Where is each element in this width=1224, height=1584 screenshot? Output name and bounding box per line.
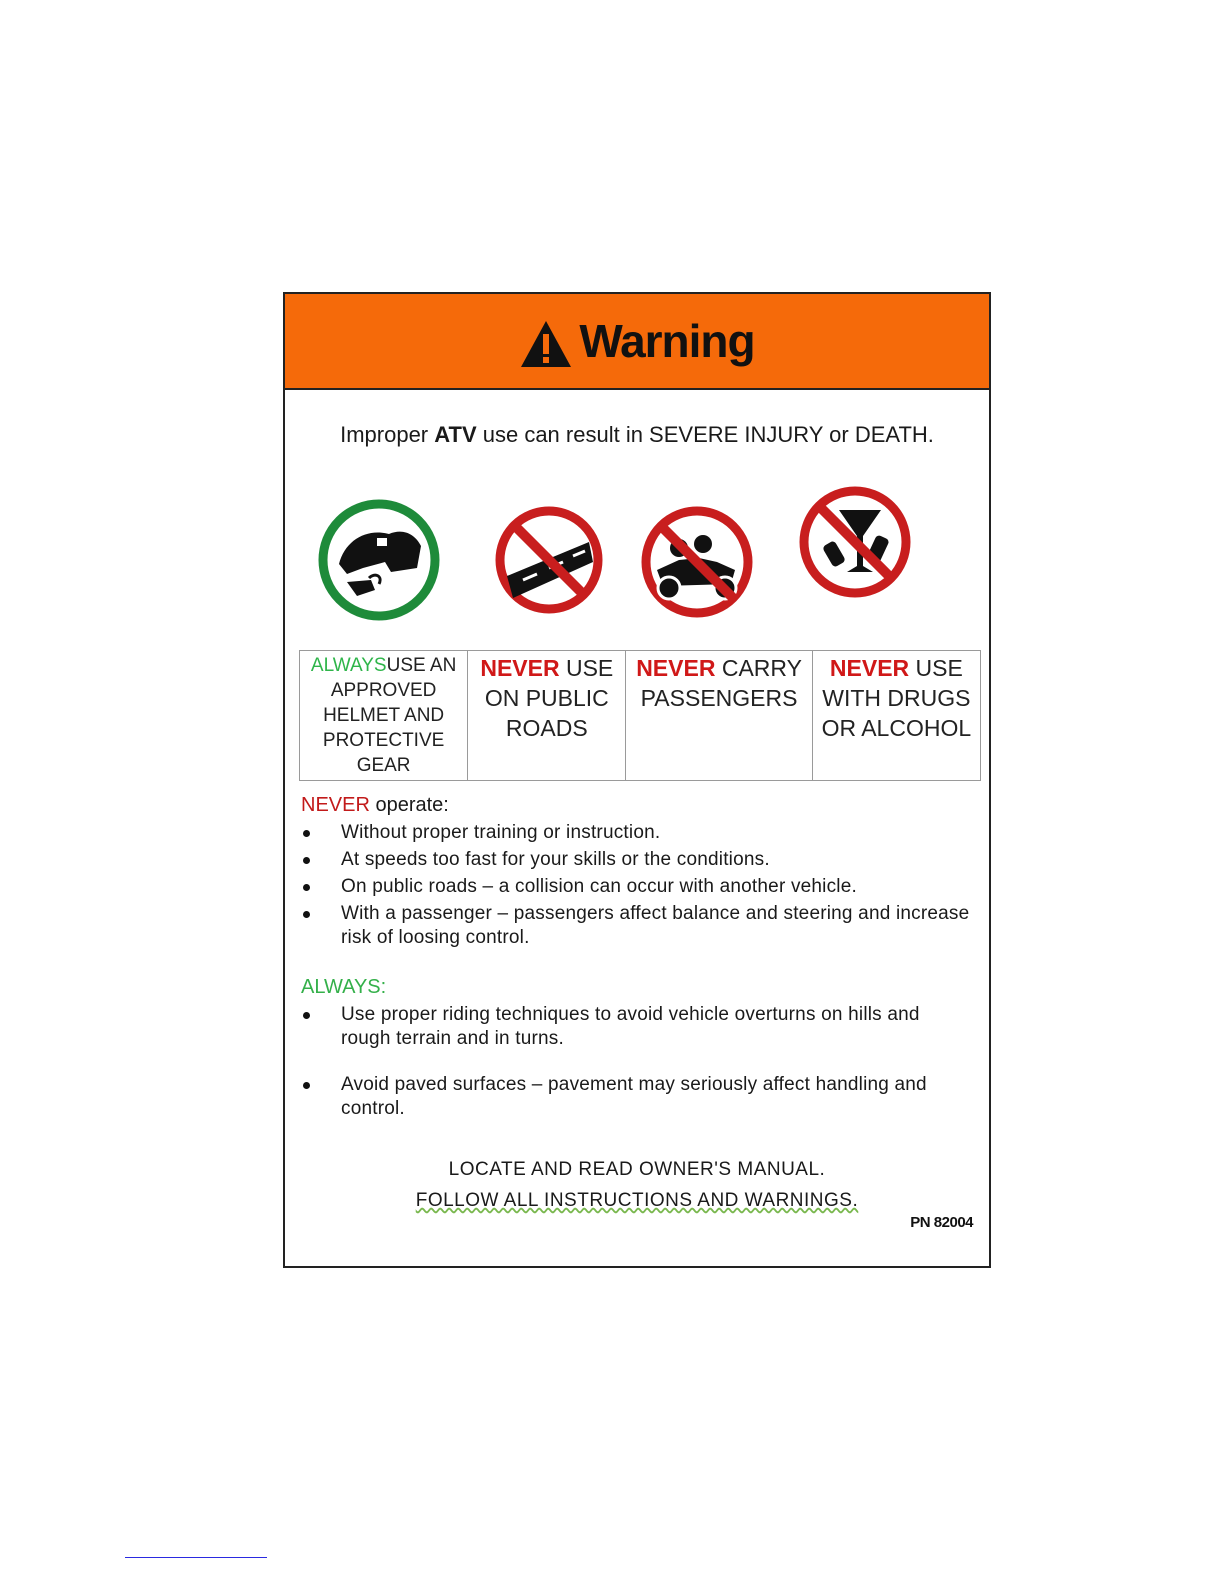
never-keyword: NEVER bbox=[301, 794, 370, 816]
warning-triangle-icon bbox=[519, 319, 573, 369]
pictogram-row bbox=[285, 484, 989, 624]
list-item: Use proper riding techniques to avoid vehicle overturns on hills and rough terrain and in turns. bbox=[301, 1003, 973, 1051]
sign-row bbox=[300, 651, 981, 781]
sign-cell-roads bbox=[468, 651, 626, 781]
no-drugs-alcohol-icon bbox=[797, 484, 913, 600]
headline-prefix: Improper bbox=[340, 422, 435, 447]
footer-line-1: LOCATE AND READ OWNER'S MANUAL. bbox=[448, 1159, 826, 1180]
never-section bbox=[301, 794, 973, 953]
sign-text: CARRY PASSENGERS bbox=[640, 655, 802, 711]
list-item: With a passenger – passengers affect balance and steering and increase risk of loosing control. bbox=[301, 902, 973, 950]
always-list bbox=[301, 1003, 973, 1121]
headline-suffix: use can result in SEVERE INJURY or DEATH. bbox=[476, 422, 934, 447]
headline bbox=[285, 422, 989, 448]
sign-keyword: NEVER bbox=[829, 655, 910, 681]
sign-cell-helmet bbox=[300, 651, 468, 781]
never-heading bbox=[301, 794, 973, 817]
footer bbox=[285, 1154, 989, 1216]
no-road-icon bbox=[493, 504, 605, 616]
never-list bbox=[301, 821, 973, 950]
sign-keyword: ALWAYS bbox=[310, 655, 387, 676]
sign-table bbox=[299, 650, 981, 781]
sign-keyword: NEVER bbox=[480, 655, 560, 681]
never-rest: operate: bbox=[369, 794, 449, 816]
sign-text: USE ON PUBLIC ROADS bbox=[484, 655, 614, 741]
warning-header bbox=[285, 294, 989, 390]
list-item: On public roads – a collision can occur with another vehicle. bbox=[301, 875, 973, 899]
headline-emphasis: ATV bbox=[434, 422, 477, 447]
sign-text: USE WITH DRUGS OR ALCOHOL bbox=[821, 655, 972, 741]
helmet-icon bbox=[317, 498, 441, 622]
sign-keyword: NEVER bbox=[636, 655, 716, 681]
footer-line-2: FOLLOW ALL INSTRUCTIONS AND WARNINGS. bbox=[415, 1190, 859, 1211]
part-number: PN 82004 bbox=[910, 1214, 973, 1231]
always-heading: ALWAYS: bbox=[301, 976, 387, 998]
sign-cell-drugs bbox=[812, 651, 980, 781]
list-item: Avoid paved surfaces – pavement may seriously affect handling and control. bbox=[301, 1073, 973, 1121]
warning-label bbox=[283, 292, 991, 1268]
no-passenger-icon bbox=[639, 504, 755, 620]
sign-cell-passengers bbox=[626, 651, 812, 781]
list-item: Without proper training or instruction. bbox=[301, 821, 973, 845]
sign-text: USE AN APPROVED HELMET AND PROTECTIVE GEAR bbox=[322, 655, 457, 776]
page-rule bbox=[125, 1557, 267, 1558]
always-section bbox=[301, 976, 973, 1124]
warning-title: Warning bbox=[579, 315, 755, 367]
list-item: At speeds too fast for your skills or the conditions. bbox=[301, 848, 973, 872]
